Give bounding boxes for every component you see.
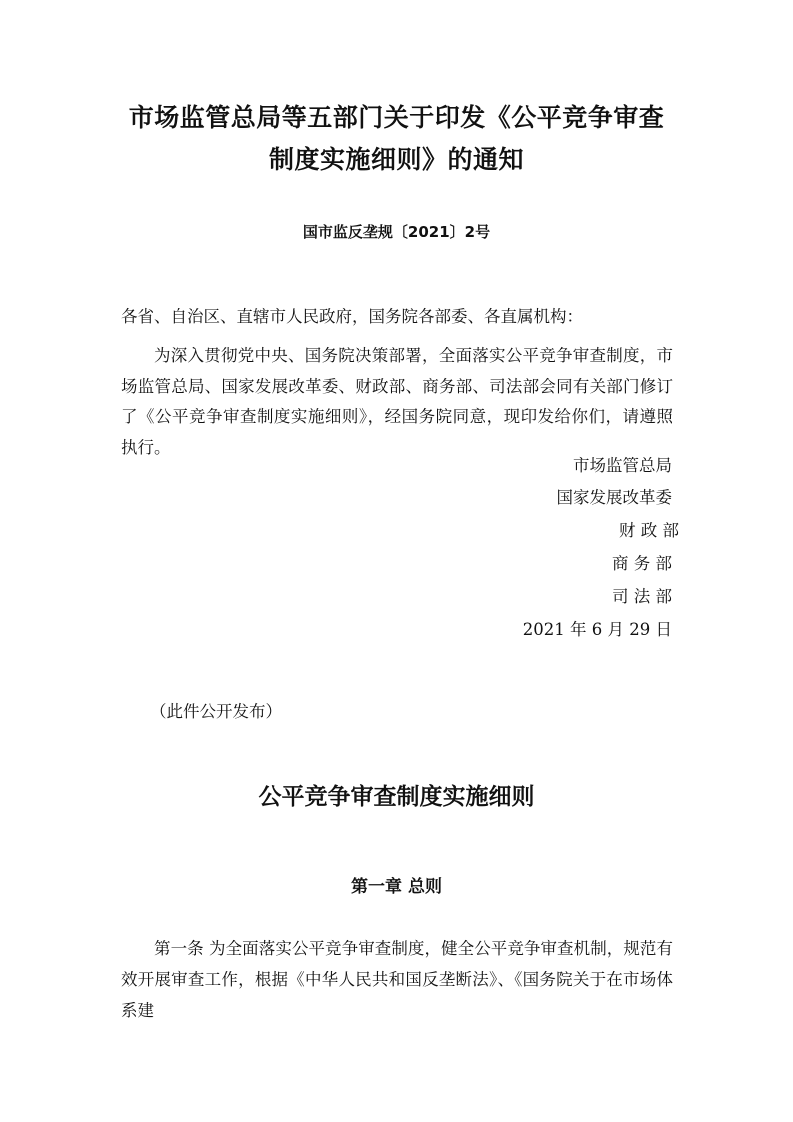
- chapter-heading: 第一章 总则: [351, 877, 442, 897]
- salutation: 各省、自治区、直辖市人民政府，国务院各部委、各直属机构：: [121, 307, 583, 326]
- signatory-samr: 市场监管总局: [573, 456, 672, 475]
- document-number: 国市监反垄规〔2021〕2号: [302, 223, 491, 241]
- signatory-ndrc: 国家发展改革委: [556, 488, 672, 507]
- notice-title-line-2: 制度实施细则》的通知: [268, 145, 524, 174]
- signatory-mof: 财 政 部: [619, 521, 679, 540]
- article-1-paragraph: 第一条 为全面落实公平竞争审查制度，健全公平竞争审查机制，规范有效开展审查工作，根据《中华人民共和国反垄断法》、《国务院关于在市场体系建: [121, 939, 673, 1020]
- publication-note: （此件公开发布）: [150, 702, 282, 721]
- signatory-mofcom: 商 务 部: [612, 554, 672, 573]
- signatory-moj: 司 法 部: [612, 587, 672, 606]
- rules-title: 公平竞争审查制度实施细则: [258, 784, 535, 810]
- signing-date: 2021 年 6 月 29 日: [522, 620, 672, 639]
- notice-title-line-1: 市场监管总局等五部门关于印发《公平竞争审查: [128, 103, 665, 132]
- notice-body-paragraph: 为深入贯彻党中央、国务院决策部署，全面落实公平竞争审查制度，市场监管总局、国家发展改革委、财政部、商务部、司法部会同有关部门修订了《公平竞争审查制度实施细则》，经国务院同意，现印发给你们，请遵照执行。: [121, 346, 673, 458]
